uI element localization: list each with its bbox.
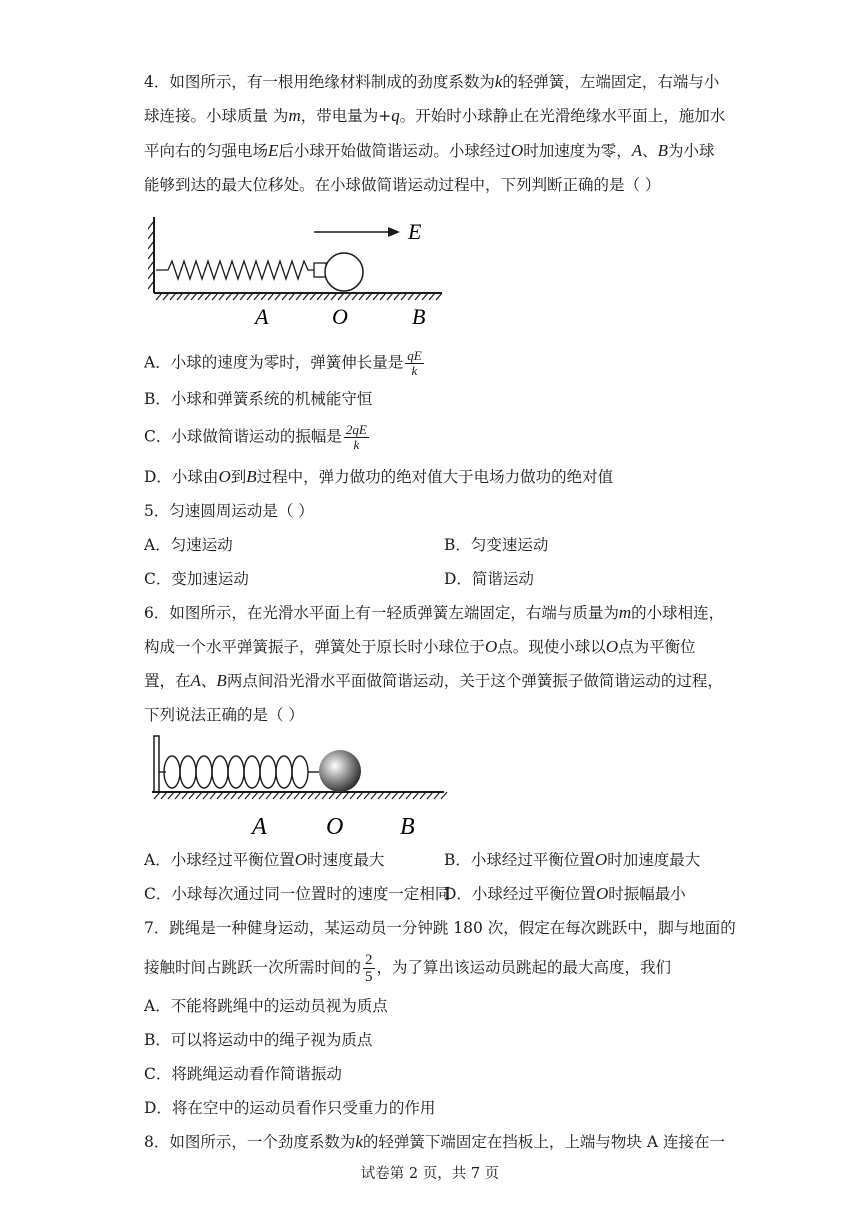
q4-stem-line3: 平向右的匀强电场E后小球开始做简谐运动。小球经过O时加速度为零，A、B为小球 [144,141,715,160]
q6-options-row1 [144,850,744,870]
q6-stem-line2: 构成一个水平弹簧振子，弹簧处于原长时小球位于O点。现使小球以O点为平衡位 [144,637,696,656]
coil-spring [159,756,320,788]
q6-spring-ball-figure [148,732,448,840]
q7-option-a[interactable]: A．不能将跳绳中的运动员视为质点 [144,997,388,1015]
q7-stem-line2: 接触时间占跳跃一次所需时间的 $\frac{2}{5}$ ，为了算出该运动员跳起的最大高度，我们 [144,952,672,985]
wall [154,217,442,293]
fraction: $\frac{qE}{k}$ [407,348,422,378]
fraction: $\frac{2qE}{k}$ [345,422,367,452]
q6-stem-line4: 下列说法正确的是（ ） [144,706,304,724]
label-O: O [326,814,344,840]
label-A: A [255,304,269,329]
label-E: E [408,219,422,244]
floor-hatch [154,792,447,799]
q5-stem: 5．匀速圆周运动是（ ） [144,502,314,520]
q6-option-a[interactable]: A．小球经过平衡位置O时速度最大 [144,850,385,869]
q4-option-c[interactable]: C．小球做简谐运动的振幅是 $\frac{2qE}{k}$ [144,422,367,452]
q6-option-d[interactable]: D．小球经过平衡位置O时振幅最小 [444,884,686,903]
q4-option-b[interactable]: B．小球和弹簧系统的机械能守恒 [144,390,373,408]
q6-option-b[interactable]: B．小球经过平衡位置O时加速度最大 [444,850,701,869]
q4-option-a[interactable]: A．小球的速度为零时，弹簧伸长量是 $\frac{qE}{k}$ [144,348,422,378]
q8-stem-line1: 8．如图所示，一个劲度系数为k的轻弹簧下端固定在挡板上，上端与物块 A 连接在一 [144,1132,725,1151]
q5-options-row2 [144,569,744,589]
q5-option-b[interactable]: B．匀变速运动 [444,536,549,554]
q6-options-row2 [144,884,744,904]
q7-option-d[interactable]: D．将在空中的运动员看作只受重力的作用 [144,1099,436,1117]
spring-connector [314,263,326,277]
q4-option-d[interactable]: D．小球由O到B过程中，弹力做功的绝对值大于电场力做功的绝对值 [144,467,614,486]
q5-option-c[interactable]: C．变加速运动 [144,570,249,588]
q4-stem-line1: 4．如图所示，有一根用绝缘材料制成的劲度系数为k的轻弹簧，左端固定，右端与小 [144,72,720,91]
q7-option-c[interactable]: C．将跳绳运动看作简谐振动 [144,1065,342,1083]
arrow-head-icon [388,227,400,237]
label-B: B [400,814,415,840]
q5-option-d[interactable]: D．简谐运动 [444,570,534,588]
q4-stem-line4: 能够到达的最大位移处。在小球做简谐运动过程中，下列判断正确的是（ ） [144,176,661,194]
q5-option-a[interactable]: A．匀速运动 [144,536,233,554]
label-B: B [412,304,426,329]
floor-hatch [156,293,442,300]
q4-spring-ball-figure [148,205,448,330]
q4-stem-line2: 球连接。小球质量 为m，带电量为+q。开始时小球静止在光滑绝缘水平面上，施加水 [144,106,726,125]
q6-stem-line3: 置，在A、B两点间沿光滑水平面做简谐运动，关于这个弹簧振子做简谐运动的过程， [144,671,723,690]
q6-option-c[interactable]: C．小球每次通过同一位置时的速度一定相同 [144,885,451,903]
ball [325,253,363,291]
q5-options-row1 [144,535,744,555]
ball [319,750,361,792]
page-footer: 试卷第 2 页，共 7 页 [360,1166,500,1182]
wall [154,736,159,792]
zigzag-spring [156,261,324,279]
label-O: O [332,304,348,329]
q6-stem-line1: 6．如图所示，在光滑水平面上有一轻质弹簧左端固定，右端与质量为m的小球相连， [144,603,725,622]
q7-stem-line1: 7．跳绳是一种健身运动，某运动员一分钟跳 180 次，假定在每次跳跃中，脚与地面的 [144,919,736,937]
label-A: A [252,814,267,840]
q7-option-b[interactable]: B．可以将运动中的绳子视为质点 [144,1031,373,1049]
fraction: $\frac{2}{5}$ [365,952,373,985]
